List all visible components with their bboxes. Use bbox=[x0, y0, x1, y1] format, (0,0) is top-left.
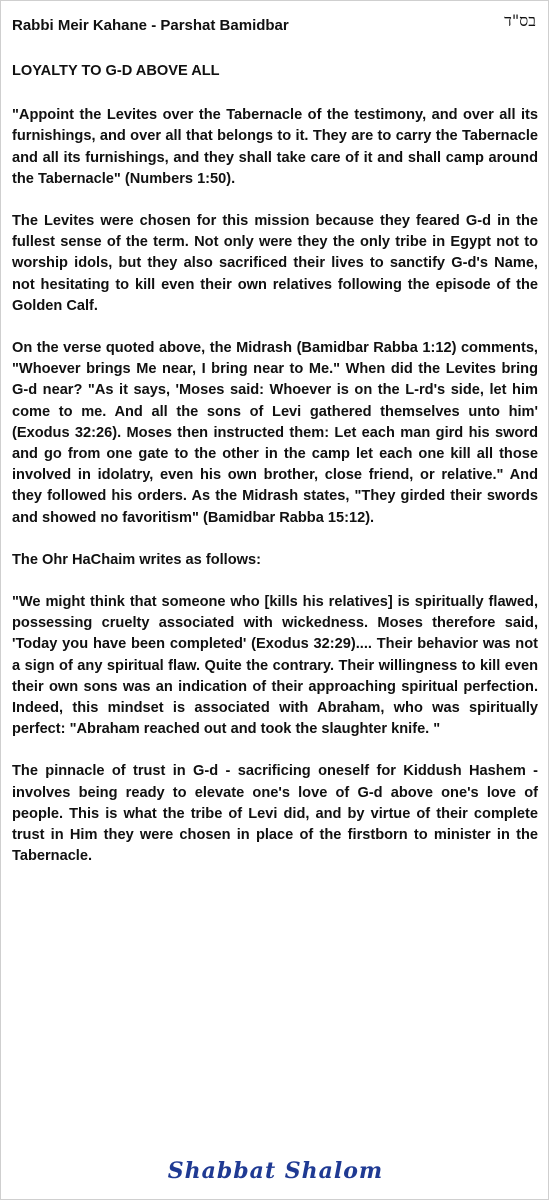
paragraph-3: On the verse quoted above, the Midrash (Bamidbar Rabba 1:12) comments, "Whoever brings Me near, I bring near to Me." When did the Levites bring G-d near? "As it says, 'Moses said: Whoever is on the L-rd's side, let him come to me. And all the sons of Levi gathered themselves unto him' (Exodus 32:26). Moses then instructed them: Let each man gird his sword and go from one gate to the other in the camp let each one kill all those involved in idolatry, even his own brother, close friend, or relative." And they followed his orders. As the Midrash states, "They girded their swords and showed no favoritism" (Bamidbar Rabba 15:12). bbox=[12, 340, 538, 526]
article-heading: LOYALTY TO G-D ABOVE ALL bbox=[12, 63, 220, 79]
author-title: Rabbi Meir Kahane - Parshat Bamidbar bbox=[12, 17, 289, 34]
paragraph-4: The Ohr HaChaim writes as follows: bbox=[12, 551, 261, 568]
closing-signature: Shabbat Shalom bbox=[167, 1158, 384, 1184]
paragraph-6: The pinnacle of trust in G-d - sacrificing oneself for Kiddush Hashem - involves being ready to elevate one's love of G-d above one's love of people. This is what the tribe of Levi did, and by virtue of their complete trust in Him they were chosen in place of the firstborn to minister in the Tabernacle. bbox=[12, 763, 538, 865]
header bbox=[12, 11, 539, 39]
paragraph-5: "We might think that someone who [kills his relatives] is spiritually flawed, possessing cruelty associated with wickedness. Moses therefore said, 'Today you have been completed' (Exodus 32:29).... Their behavior was not a sign of any spiritual flaw. Quite the contrary. Their willingness to kill even their own sons was an indication of their approaching spiritual perfection. Indeed, this mindset is associated with Abraham, who was spiritually perfect: "Abraham reached out and took the slaughter knife. " bbox=[12, 594, 538, 738]
paragraph-2: The Levites were chosen for this mission because they feared G-d in the fullest sense of the term. Not only were they the only tribe in Egypt not to worship idols, but they also sacrificed their lives to sanctify G-d's Name, not hesitating to kill even their own relatives following the episode of the Golden Calf. bbox=[12, 213, 538, 314]
article-body bbox=[12, 61, 538, 889]
bsd-mark: בס"ד bbox=[504, 11, 536, 30]
paragraph-1: "Appoint the Levites over the Tabernacle of the testimony, and over all its furnishings, and over all that belongs to it. They are to carry the Tabernacle and all its furnishings, and they shall take care of it and shall camp around the Tabernacle" (Numbers 1:50). bbox=[12, 107, 538, 187]
